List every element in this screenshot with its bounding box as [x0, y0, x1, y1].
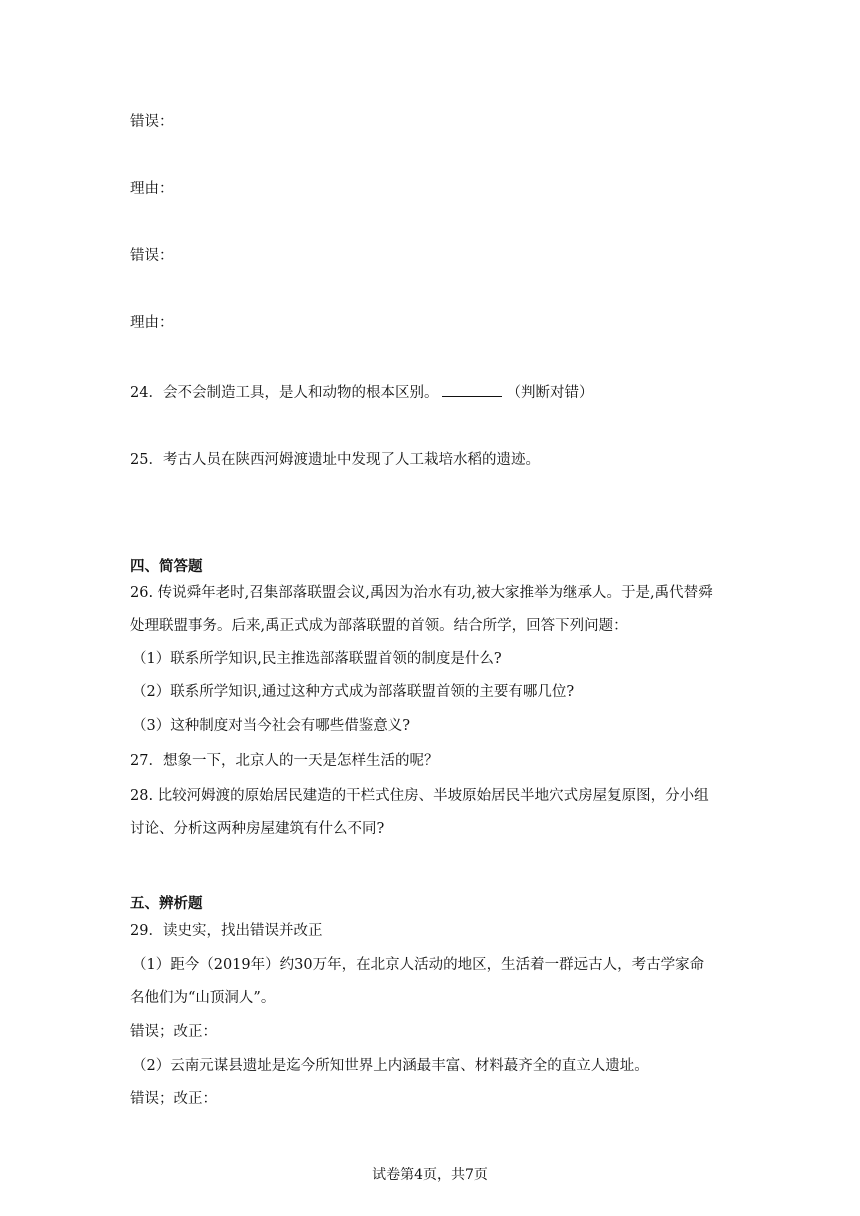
q23-error-label-2: 错误： — [130, 248, 174, 264]
section-4-heading: 四、简答题 — [130, 558, 203, 575]
q23-error-label-1: 错误： — [130, 114, 174, 130]
question-26-sub-3: （3）这种制度对当今社会有哪些借鉴意义? — [132, 718, 410, 734]
page-footer: 试卷第4页，共7页 — [372, 1167, 488, 1183]
question-29: 29．读史实，找出错误并改正 — [130, 923, 323, 939]
question-25: 25．考古人员在陕西河姆渡遗址中发现了人工栽培水稻的遗迹。 — [130, 452, 540, 468]
question-27: 27．想象一下，北京人的一天是怎样生活的呢？ — [130, 753, 439, 769]
q23-reason-label-2: 理由： — [130, 315, 174, 331]
section-5-heading: 五、辨析题 — [130, 895, 203, 912]
question-29-sub-2: （2）云南元谋县遗址是迄今所知世界上内涵最丰富、材料蕞齐全的直立人遗址。 — [132, 1058, 649, 1074]
question-26-sub-2: （2）联系所学知识,通过这种方式成为部落联盟首领的主要有哪几位? — [132, 684, 575, 700]
question-26-sub-1: （1）联系所学知识,民主推选部落联盟首领的制度是什么? — [132, 651, 502, 667]
question-24-suffix: （判断对错） — [506, 385, 594, 401]
question-29-sub-1-answer: 错误；改正： — [130, 1024, 217, 1040]
question-29-sub-2-answer: 错误；改正： — [130, 1091, 217, 1107]
question-26-line-1: 26. 传说舜年老时,召集部落联盟会议,禹因为治水有功,被大家推举为继承人。于是,禹代替舜 — [130, 585, 713, 601]
question-29-sub-1-line-2: 名他们为“山顶洞人”。 — [130, 990, 276, 1006]
question-24-text: 24．会不会制造工具，是人和动物的根本区别。 — [130, 385, 439, 401]
q23-reason-label-1: 理由： — [130, 181, 174, 197]
question-29-sub-1-line-1: （1）距今（2019年）约30万年，在北京人活动的地区，生活着一群远古人，考古学家命 — [132, 957, 705, 973]
answer-blank — [442, 382, 502, 397]
question-26-line-2: 处理联盟事务。后来,禹正式成为部落联盟的首领。结合所学，回答下列问题： — [130, 618, 628, 634]
question-28-line-1: 28. 比较河姆渡的原始居民建造的干栏式住房、半坡原始居民半地穴式房屋复原图，分小组 — [130, 788, 709, 804]
question-28-line-2: 讨论、分析这两种房屋建筑有什么不同? — [130, 821, 385, 837]
question-24 — [130, 382, 593, 403]
